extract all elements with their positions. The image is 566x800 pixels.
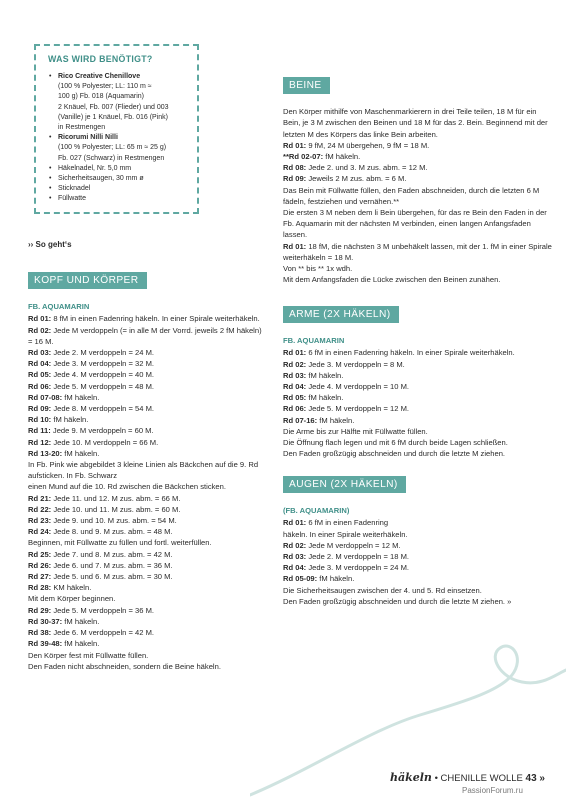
instruction-row	[28, 571, 266, 582]
instruction-row	[283, 241, 553, 263]
round-label: Rd 30-37:	[28, 616, 63, 626]
section-banner-eyes: AUGEN (2X HÄKELN)	[283, 476, 406, 493]
instruction-row	[28, 437, 266, 448]
material-detail: in Restmengen	[58, 124, 106, 132]
instruction-text: Jede 2. M verdoppeln = 18 M.	[306, 552, 410, 562]
round-label: Rd 05-09:	[283, 574, 318, 584]
round-label: Rd 01:	[283, 241, 307, 251]
round-label: Rd 01:	[283, 348, 307, 358]
color-label: FB. AQUAMARIN	[28, 302, 90, 312]
instruction-text: Jede 5. M verdoppeln = 48 M.	[51, 381, 155, 391]
instruction-row	[283, 596, 553, 607]
round-label: Rd 06:	[28, 381, 52, 391]
instruction-row	[283, 403, 553, 414]
instruction-row	[283, 517, 553, 528]
instruction-row	[28, 459, 266, 481]
instruction-row	[283, 415, 553, 426]
how-it-goes-heading: ›› So geht‘s	[28, 240, 72, 249]
round-label: Rd 21:	[28, 493, 52, 503]
instruction-row	[28, 504, 266, 515]
instruction-text: Den Körper mithilfe von Maschenmarkierern in drei Teile teilen, 18 M für ein Bein, je 3 M zwischen den Beinen und 18 M für das 2. Bein. Beginnend mit der letzten M des Körpers das linke Bein arbeiten.	[283, 107, 548, 139]
footer-separator: •	[434, 773, 438, 784]
instruction-row	[283, 392, 553, 403]
magazine-script-logo: häkeln	[390, 771, 432, 784]
instruction-text: Von ** bis ** 1x wdh.	[283, 264, 353, 274]
instruction-row	[28, 481, 266, 492]
instruction-row	[28, 313, 266, 324]
page-footer	[390, 771, 545, 784]
instruction-text: fM häkeln.	[62, 448, 100, 458]
round-label: Rd 01:	[283, 518, 307, 528]
round-label: Rd 06:	[283, 404, 307, 414]
instruction-text: Jede M verdoppeln (= in alle M der Vorrd. jeweils 2 fM häkeln) = 16 M.	[28, 325, 262, 346]
instruction-row	[28, 549, 266, 560]
round-label: Rd 22:	[28, 504, 52, 514]
section-banner-legs: BEINE	[283, 77, 330, 94]
instruction-row	[28, 493, 266, 504]
instruction-row	[283, 381, 553, 392]
instruction-text: 18 fM, die nächsten 3 M unbehäkelt lassen, mit der 1. fM in einer Spirale weiterhäkeln = 18 M.	[283, 241, 552, 262]
round-label: Rd 09:	[28, 404, 52, 414]
instruction-row	[283, 151, 553, 162]
arms-section	[283, 306, 553, 459]
page-number: 43	[525, 773, 537, 784]
instruction-text: fM häkeln.	[317, 574, 355, 584]
round-label: **Rd 02-07:	[283, 152, 324, 162]
color-label: (FB. AQUAMARIN)	[283, 506, 350, 516]
color-label: FB. AQUAMARIN	[283, 336, 345, 346]
instruction-row	[283, 207, 553, 241]
material-detail: • Häkelnadel, Nr. 5,0 mm	[58, 164, 132, 172]
instruction-text: fM häkeln.	[62, 616, 100, 626]
instruction-text: Jede 5. M verdoppeln = 36 M.	[51, 605, 155, 615]
instruction-text: Jede 2. und 3. M zus. abm. = 12 M.	[306, 163, 428, 173]
instruction-row	[283, 140, 553, 151]
round-label: Rd 05:	[283, 393, 307, 403]
round-label: Rd 02:	[28, 325, 52, 335]
instruction-row	[283, 585, 553, 596]
material-name: • Rico Creative Chenillove	[58, 73, 141, 80]
instruction-row	[283, 173, 553, 184]
instruction-row	[283, 562, 553, 573]
instruction-text: Die ersten 3 M neben dem li Bein übergehen, für das re Bein den Faden in der Fb. Aquamarin mit der nächsten M verbinden, einen langen Anfangsfaden lassen.	[283, 208, 547, 240]
watermark: PassionForum.ru	[462, 786, 523, 795]
instruction-row	[28, 358, 266, 369]
round-label: Rd 03:	[283, 370, 307, 380]
instruction-row	[28, 627, 266, 638]
instruction-row	[283, 540, 553, 551]
eyes-section	[283, 476, 553, 607]
instruction-text: Jede 8. M verdoppeln = 54 M.	[51, 404, 155, 414]
instruction-row	[283, 274, 553, 285]
material-item	[58, 184, 187, 194]
section-banner-head-body: KOPF UND KÖRPER	[28, 272, 147, 289]
instruction-text: Jede 5. M verdoppeln = 12 M.	[306, 404, 410, 414]
instruction-text: fM häkeln.	[62, 392, 100, 402]
instruction-text: 8 fM in einen Fadenring häkeln. In einer Spirale weiterhäkeln.	[51, 314, 260, 324]
instruction-row	[28, 638, 266, 649]
round-label: Rd 03:	[283, 552, 307, 562]
instruction-row	[283, 437, 553, 448]
materials-list	[48, 72, 187, 205]
instruction-row	[28, 605, 266, 616]
round-label: Rd 01:	[28, 314, 52, 324]
instruction-row	[283, 359, 553, 370]
instruction-text: 6 fM in einen Fadenring häkeln. In einer Spirale weiterhäkeln.	[306, 348, 515, 358]
round-label: Rd 24:	[28, 527, 52, 537]
instruction-row	[28, 325, 266, 347]
instruction-row	[283, 106, 553, 140]
instruction-text: Jede 11. und 12. M zus. abm. = 66 M.	[51, 493, 181, 503]
instruction-row	[28, 515, 266, 526]
instruction-row	[28, 582, 266, 593]
instruction-text: fM häkeln.	[317, 415, 355, 425]
instruction-text: Jede 3. M verdoppeln = 24 M.	[306, 563, 410, 573]
instruction-text: Jede 4. M verdoppeln = 40 M.	[51, 370, 155, 380]
instruction-text: Jede 5. und 6. M zus. abm. = 30 M.	[51, 572, 173, 582]
instruction-text: 9 fM, 24 M übergehen, 9 fM = 18 M.	[306, 140, 430, 150]
instruction-text: KM häkeln.	[51, 583, 92, 593]
instruction-text: Jede 4. M verdoppeln = 10 M.	[306, 382, 410, 392]
instruction-text: Den Faden großzügig abschneiden und durch die letzte M ziehen. »	[283, 596, 512, 606]
instruction-text: fM häkeln.	[306, 393, 344, 403]
instruction-row	[28, 414, 266, 425]
instruction-row	[283, 162, 553, 173]
material-detail: • Füllwatte	[58, 195, 87, 203]
instruction-text: Mit dem Körper beginnen.	[28, 594, 116, 604]
instruction-text: häkeln. In einer Spirale weiterhäkeln.	[283, 529, 408, 539]
legs-section	[283, 77, 553, 285]
instruction-text: Jede M verdoppeln = 12 M.	[306, 540, 401, 550]
instruction-text: Die Öffnung flach legen und mit 6 fM durch beide Lagen schließen.	[283, 438, 508, 448]
instruction-row	[283, 370, 553, 381]
instruction-rows	[283, 106, 553, 285]
instruction-text: Jede 2. M verdoppeln = 24 M.	[51, 348, 155, 358]
instruction-text: Jede 9. und 10. M zus. abm. = 54 M.	[51, 516, 177, 526]
round-label: Rd 08:	[283, 163, 307, 173]
instruction-row	[28, 616, 266, 627]
material-detail: (100 % Polyester; LL: 110 m ≈	[58, 83, 152, 91]
round-label: Rd 39-48:	[28, 639, 63, 649]
instruction-rows	[283, 347, 553, 459]
round-label: Rd 03:	[28, 348, 52, 358]
round-label: Rd 01:	[283, 140, 307, 150]
round-label: Rd 07-08:	[28, 392, 63, 402]
instruction-text: Jede 3. M verdoppeln = 32 M.	[51, 359, 155, 369]
round-label: Rd 29:	[28, 605, 52, 615]
instruction-text: Jede 9. M verdoppeln = 60 M.	[50, 426, 154, 436]
round-label: Rd 04:	[283, 382, 307, 392]
instruction-row	[28, 425, 266, 436]
round-label: Rd 13-20:	[28, 448, 63, 458]
round-label: Rd 23:	[28, 516, 52, 526]
material-detail: 100 g) Fb. 018 (Aquamarin)	[58, 93, 144, 101]
round-label: Rd 26:	[28, 560, 52, 570]
instruction-row	[28, 381, 266, 392]
material-item	[58, 194, 187, 204]
instruction-rows	[283, 517, 553, 607]
round-label: Rd 10:	[28, 415, 52, 425]
material-item	[58, 174, 187, 184]
instruction-text: Jeweils 2 M zus. abm. = 6 M.	[306, 174, 407, 184]
instruction-row	[28, 650, 266, 661]
instruction-row	[28, 448, 266, 459]
round-label: Rd 07-16:	[283, 415, 318, 425]
instruction-row	[28, 526, 266, 537]
instruction-text: Beginnen, mit Füllwatte zu füllen und fortl. weiterfüllen.	[28, 538, 212, 548]
instruction-rows	[28, 313, 266, 672]
round-label: Rd 11:	[28, 426, 51, 436]
instruction-text: Die Sicherheitsaugen zwischen der 4. und 5. Rd einsetzen.	[283, 585, 482, 595]
instruction-text: fM häkeln.	[51, 415, 89, 425]
instruction-text: Mit dem Anfangsfaden die Lücke zwischen den Beinen zunähen.	[283, 275, 501, 285]
instruction-row	[28, 560, 266, 571]
instruction-text: Jede 6. und 7. M zus. abm. = 36 M.	[51, 560, 173, 570]
round-label: Rd 25:	[28, 549, 52, 559]
instruction-text: fM häkeln.	[323, 152, 361, 162]
instruction-row	[283, 263, 553, 274]
instruction-text: Die Arme bis zur Hälfte mit Füllwatte füllen.	[283, 426, 428, 436]
material-item	[58, 72, 187, 133]
round-label: Rd 09:	[283, 174, 307, 184]
instruction-text: fM häkeln.	[306, 370, 344, 380]
round-label: Rd 12:	[28, 437, 52, 447]
material-detail: (Vanille) je 1 Knäuel, Fb. 016 (Pink)	[58, 113, 168, 121]
instruction-text: Jede 10. und 11. M zus. abm. = 60 M.	[51, 504, 181, 514]
instruction-text: 6 fM in einen Fadenring	[306, 518, 389, 528]
round-label: Rd 28:	[28, 583, 52, 593]
material-item	[58, 133, 187, 164]
head-body-section	[28, 272, 266, 672]
round-label: Rd 38:	[28, 628, 52, 638]
instruction-text: einen Mund auf die 10. Rd zwischen die Bäckchen sticken.	[28, 482, 226, 492]
instruction-text: Jede 10. M verdoppeln = 66 M.	[51, 437, 159, 447]
magazine-title: CHENILLE WOLLE	[440, 773, 523, 784]
instruction-text: Den Faden nicht abschneiden, sondern die Beine häkeln.	[28, 661, 221, 671]
instruction-text: In Fb. Pink wie abgebildet 3 kleine Linien als Bäckchen auf die 9. Rd aufsticken. In Fb. Schwarz	[28, 460, 259, 481]
material-item	[58, 164, 187, 174]
round-label: Rd 02:	[283, 540, 307, 550]
materials-title: WAS WIRD BENÖTIGT?	[48, 54, 153, 64]
instruction-text: Das Bein mit Füllwatte füllen, den Faden abschneiden, durch die letzten 6 M fädeln, festziehen und vernähen.**	[283, 185, 540, 206]
round-label: Rd 27:	[28, 572, 52, 582]
instruction-row	[28, 403, 266, 414]
instruction-row	[28, 347, 266, 358]
instruction-row	[28, 537, 266, 548]
instruction-row	[283, 426, 553, 437]
instruction-text: Jede 3. M verdoppeln = 8 M.	[306, 359, 405, 369]
instruction-row	[283, 529, 553, 540]
section-banner-arms: ARME (2X HÄKELN)	[283, 306, 399, 323]
instruction-text: Jede 7. und 8. M zus. abm. = 42 M.	[51, 549, 173, 559]
material-detail: Fb. 027 (Schwarz) in Restmengen	[58, 154, 165, 162]
material-detail: (100 % Polyester; LL: 65 m ≈ 25 g)	[58, 144, 167, 152]
round-label: Rd 02:	[283, 359, 307, 369]
instruction-row	[28, 369, 266, 380]
instruction-row	[28, 593, 266, 604]
instruction-text: Jede 6. M verdoppeln = 42 M.	[51, 628, 155, 638]
materials-box	[34, 44, 199, 214]
material-name: • Ricorumi Nilli Nilli	[58, 134, 118, 142]
instruction-text: Jede 8. und 9. M zus. abm. = 48 M.	[51, 527, 173, 537]
instruction-row	[283, 573, 553, 584]
instruction-text: Den Körper fest mit Füllwatte füllen.	[28, 650, 149, 660]
material-detail: • Sticknadel	[58, 185, 91, 193]
instruction-row	[28, 661, 266, 672]
instruction-row	[28, 392, 266, 403]
instruction-text: fM häkeln.	[62, 639, 100, 649]
instruction-row	[283, 448, 553, 459]
instruction-row	[283, 551, 553, 562]
instruction-row	[283, 185, 553, 207]
round-label: Rd 05:	[28, 370, 52, 380]
material-detail: • Sicherheitsaugen, 30 mm ø	[58, 175, 144, 183]
next-page-arrows: »	[539, 773, 545, 784]
material-detail: 2 Knäuel, Fb. 007 (Flieder) und 003	[58, 103, 169, 111]
instruction-text: Den Faden großzügig abschneiden und durch die letzte M ziehen.	[283, 449, 506, 459]
instruction-row	[283, 347, 553, 358]
round-label: Rd 04:	[283, 563, 307, 573]
round-label: Rd 04:	[28, 359, 52, 369]
